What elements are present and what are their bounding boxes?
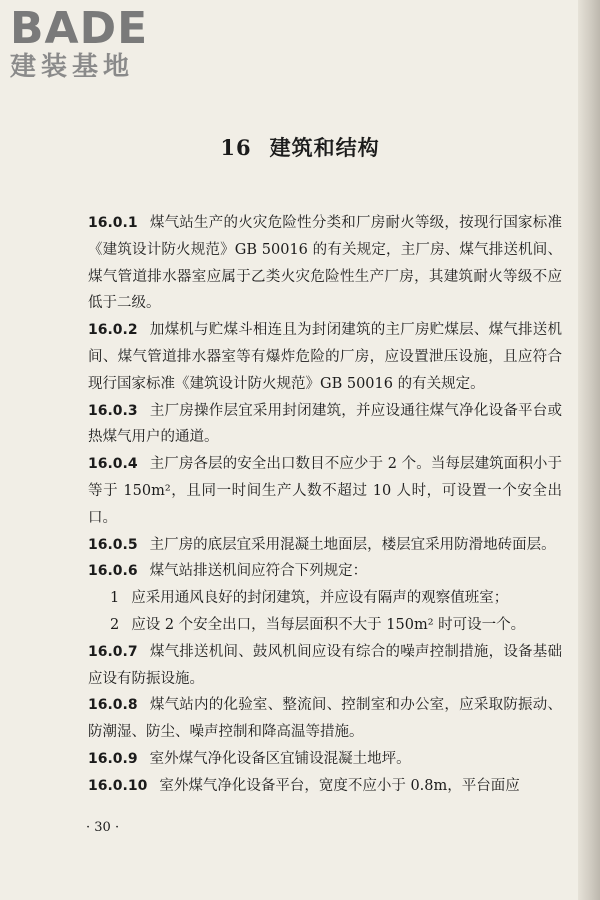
clause-text: 主厂房各层的安全出口数目不应少于 2 个。当每层建筑面积小于等于 150m²，且同一时间生产人数不超过 10 人时，可设置一个安全出口。	[88, 456, 562, 526]
clause-text: 煤气站内的化验室、整流间、控制室和办公室，应采取防振动、防潮湿、防尘、噪声控制和降高温等措施。	[88, 697, 562, 741]
page-number: · 30 ·	[86, 820, 120, 835]
clause-number: 16.0.7	[88, 643, 138, 660]
clause-16-0-4	[88, 451, 562, 531]
logo-subtitle: 建装基地	[10, 52, 135, 82]
list-item	[88, 612, 562, 639]
clause-16-0-5	[88, 532, 562, 559]
clause-16-0-8	[88, 692, 562, 746]
chapter-title	[0, 132, 600, 162]
clause-number: 16.0.3	[88, 402, 138, 419]
clause-number: 16.0.9	[88, 750, 138, 767]
document-body	[88, 210, 562, 800]
clause-16-0-3	[88, 398, 562, 452]
clause-text: 主厂房的底层宜采用混凝土地面层，楼层宜采用防滑地砖面层。	[149, 536, 556, 553]
item-number: 2	[110, 616, 120, 633]
item-text: 应采用通风良好的封闭建筑，并应设有隔声的观察值班室；	[131, 590, 509, 607]
clause-text: 煤气排送机间、鼓风机间应设有综合的噪声控制措施，设备基础应设有防振设施。	[88, 643, 562, 687]
clause-number: 16.0.8	[88, 697, 138, 714]
clause-text: 加煤机与贮煤斗相连且为封闭建筑的主厂房贮煤层、煤气排送机间、煤气管道排水器室等有爆炸危险的厂房，应设置泄压设施，且应符合现行国家标准《建筑设计防火规范》GB 50016 的有关规定。	[88, 322, 562, 392]
clause-16-0-6	[88, 558, 562, 585]
clause-text: 室外煤气净化设备平台，宽度不应小于 0.8m，平台面应	[159, 777, 520, 794]
clause-number: 16.0.6	[88, 563, 138, 580]
chapter-number: 16	[220, 135, 252, 160]
clause-text: 煤气站排送机间应符合下列规定：	[149, 563, 368, 580]
clause-number: 16.0.10	[88, 777, 148, 794]
clause-text: 主厂房操作层宜采用封闭建筑，并应设通往煤气净化设备平台或热煤气用户的通道。	[88, 402, 562, 446]
item-text: 应设 2 个安全出口，当每层面积不大于 150m² 时可设一个。	[131, 616, 526, 633]
item-number: 1	[110, 590, 120, 607]
clause-number: 16.0.4	[88, 456, 138, 473]
clause-16-0-2	[88, 317, 562, 397]
clause-16-0-9	[88, 746, 562, 773]
clause-16-0-10	[88, 773, 562, 800]
clause-number: 16.0.5	[88, 536, 138, 553]
clause-text: 煤气站生产的火灾危险性分类和厂房耐火等级，按现行国家标准《建筑设计防火规范》GB 50016 的有关规定，主厂房、煤气排送机间、煤气管道排水器室应属于乙类火灾危险性生产厂房，其建筑耐火等级不应低于二级。	[88, 215, 562, 312]
clause-number: 16.0.2	[88, 322, 138, 339]
logo	[10, 3, 149, 82]
clause-16-0-7	[88, 639, 562, 693]
chapter-title-text: 建筑和结构	[269, 135, 380, 160]
clause-text: 室外煤气净化设备区宜铺设混凝土地坪。	[149, 750, 411, 767]
clause-16-0-1	[88, 210, 562, 317]
clause-number: 16.0.1	[88, 215, 138, 231]
logo-mark: BADE	[10, 3, 149, 54]
list-item	[88, 585, 562, 612]
